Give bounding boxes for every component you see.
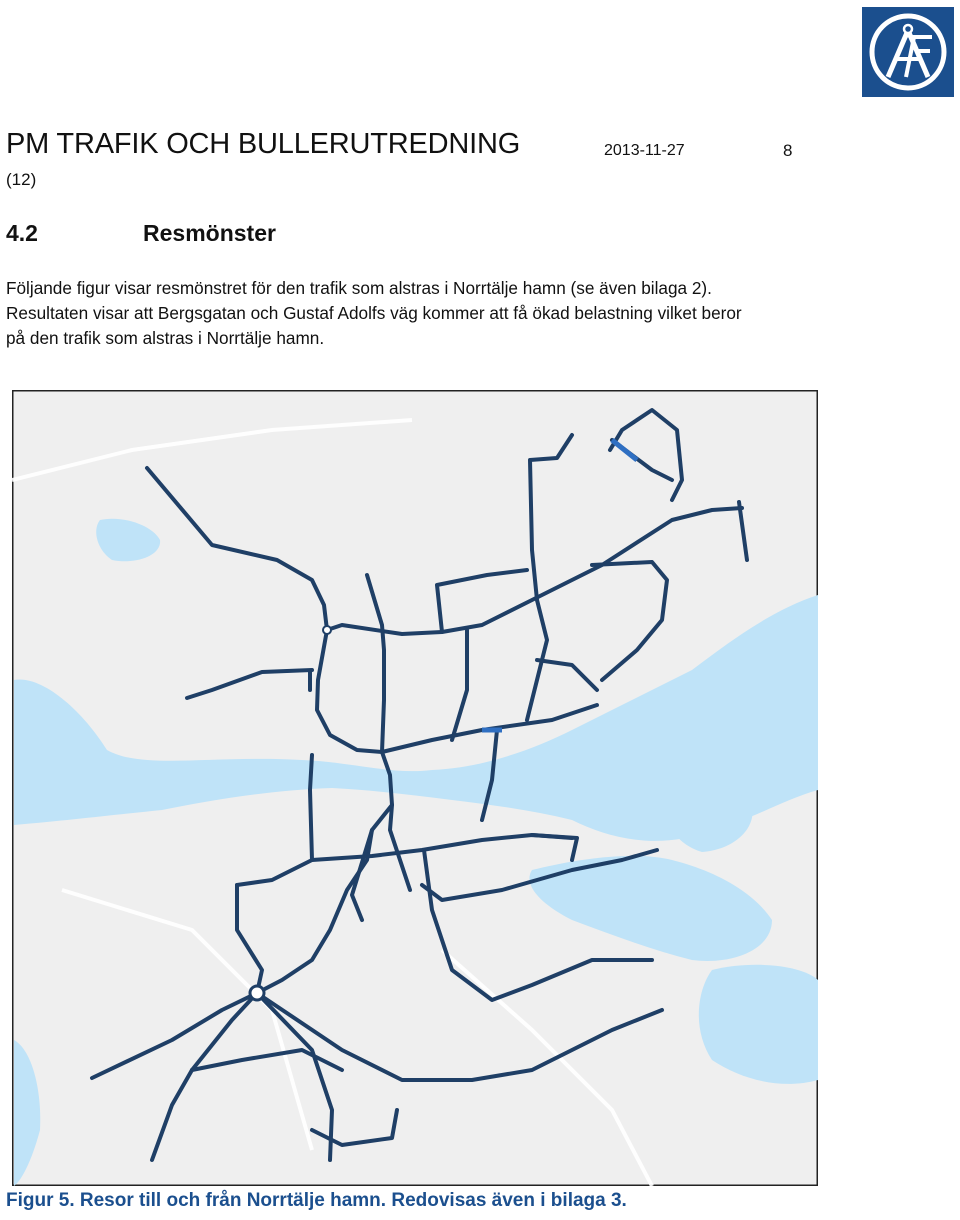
- paragraph-line: på den trafik som alstras i Norrtälje hamn.: [6, 328, 325, 348]
- figure-caption: Figur 5. Resor till och från Norrtälje hamn. Redovisas även i bilaga 3.: [6, 1190, 627, 1211]
- body-paragraph: [6, 276, 826, 351]
- document-date: 2013-11-27: [604, 142, 685, 159]
- page-number: 8: [783, 141, 793, 160]
- paragraph-line: Följande figur visar resmönstret för den trafik som alstras i Norrtälje hamn (se även bilaga 2).: [6, 278, 712, 298]
- afry-circle-logo-icon: [862, 7, 954, 97]
- paragraph-line: Resultaten visar att Bergsgatan och Gustaf Adolfs väg kommer att få ökad belastning vilket beror: [6, 303, 742, 323]
- road-network-map-icon: [12, 390, 818, 1186]
- section-title: Resmönster: [143, 220, 276, 246]
- page-total: (12): [6, 170, 37, 189]
- document-title: PM TRAFIK OCH BULLERUTREDNING: [6, 128, 521, 160]
- roundabout: [323, 626, 331, 634]
- section-number: 4.2: [6, 220, 38, 246]
- roundabout: [250, 986, 264, 1000]
